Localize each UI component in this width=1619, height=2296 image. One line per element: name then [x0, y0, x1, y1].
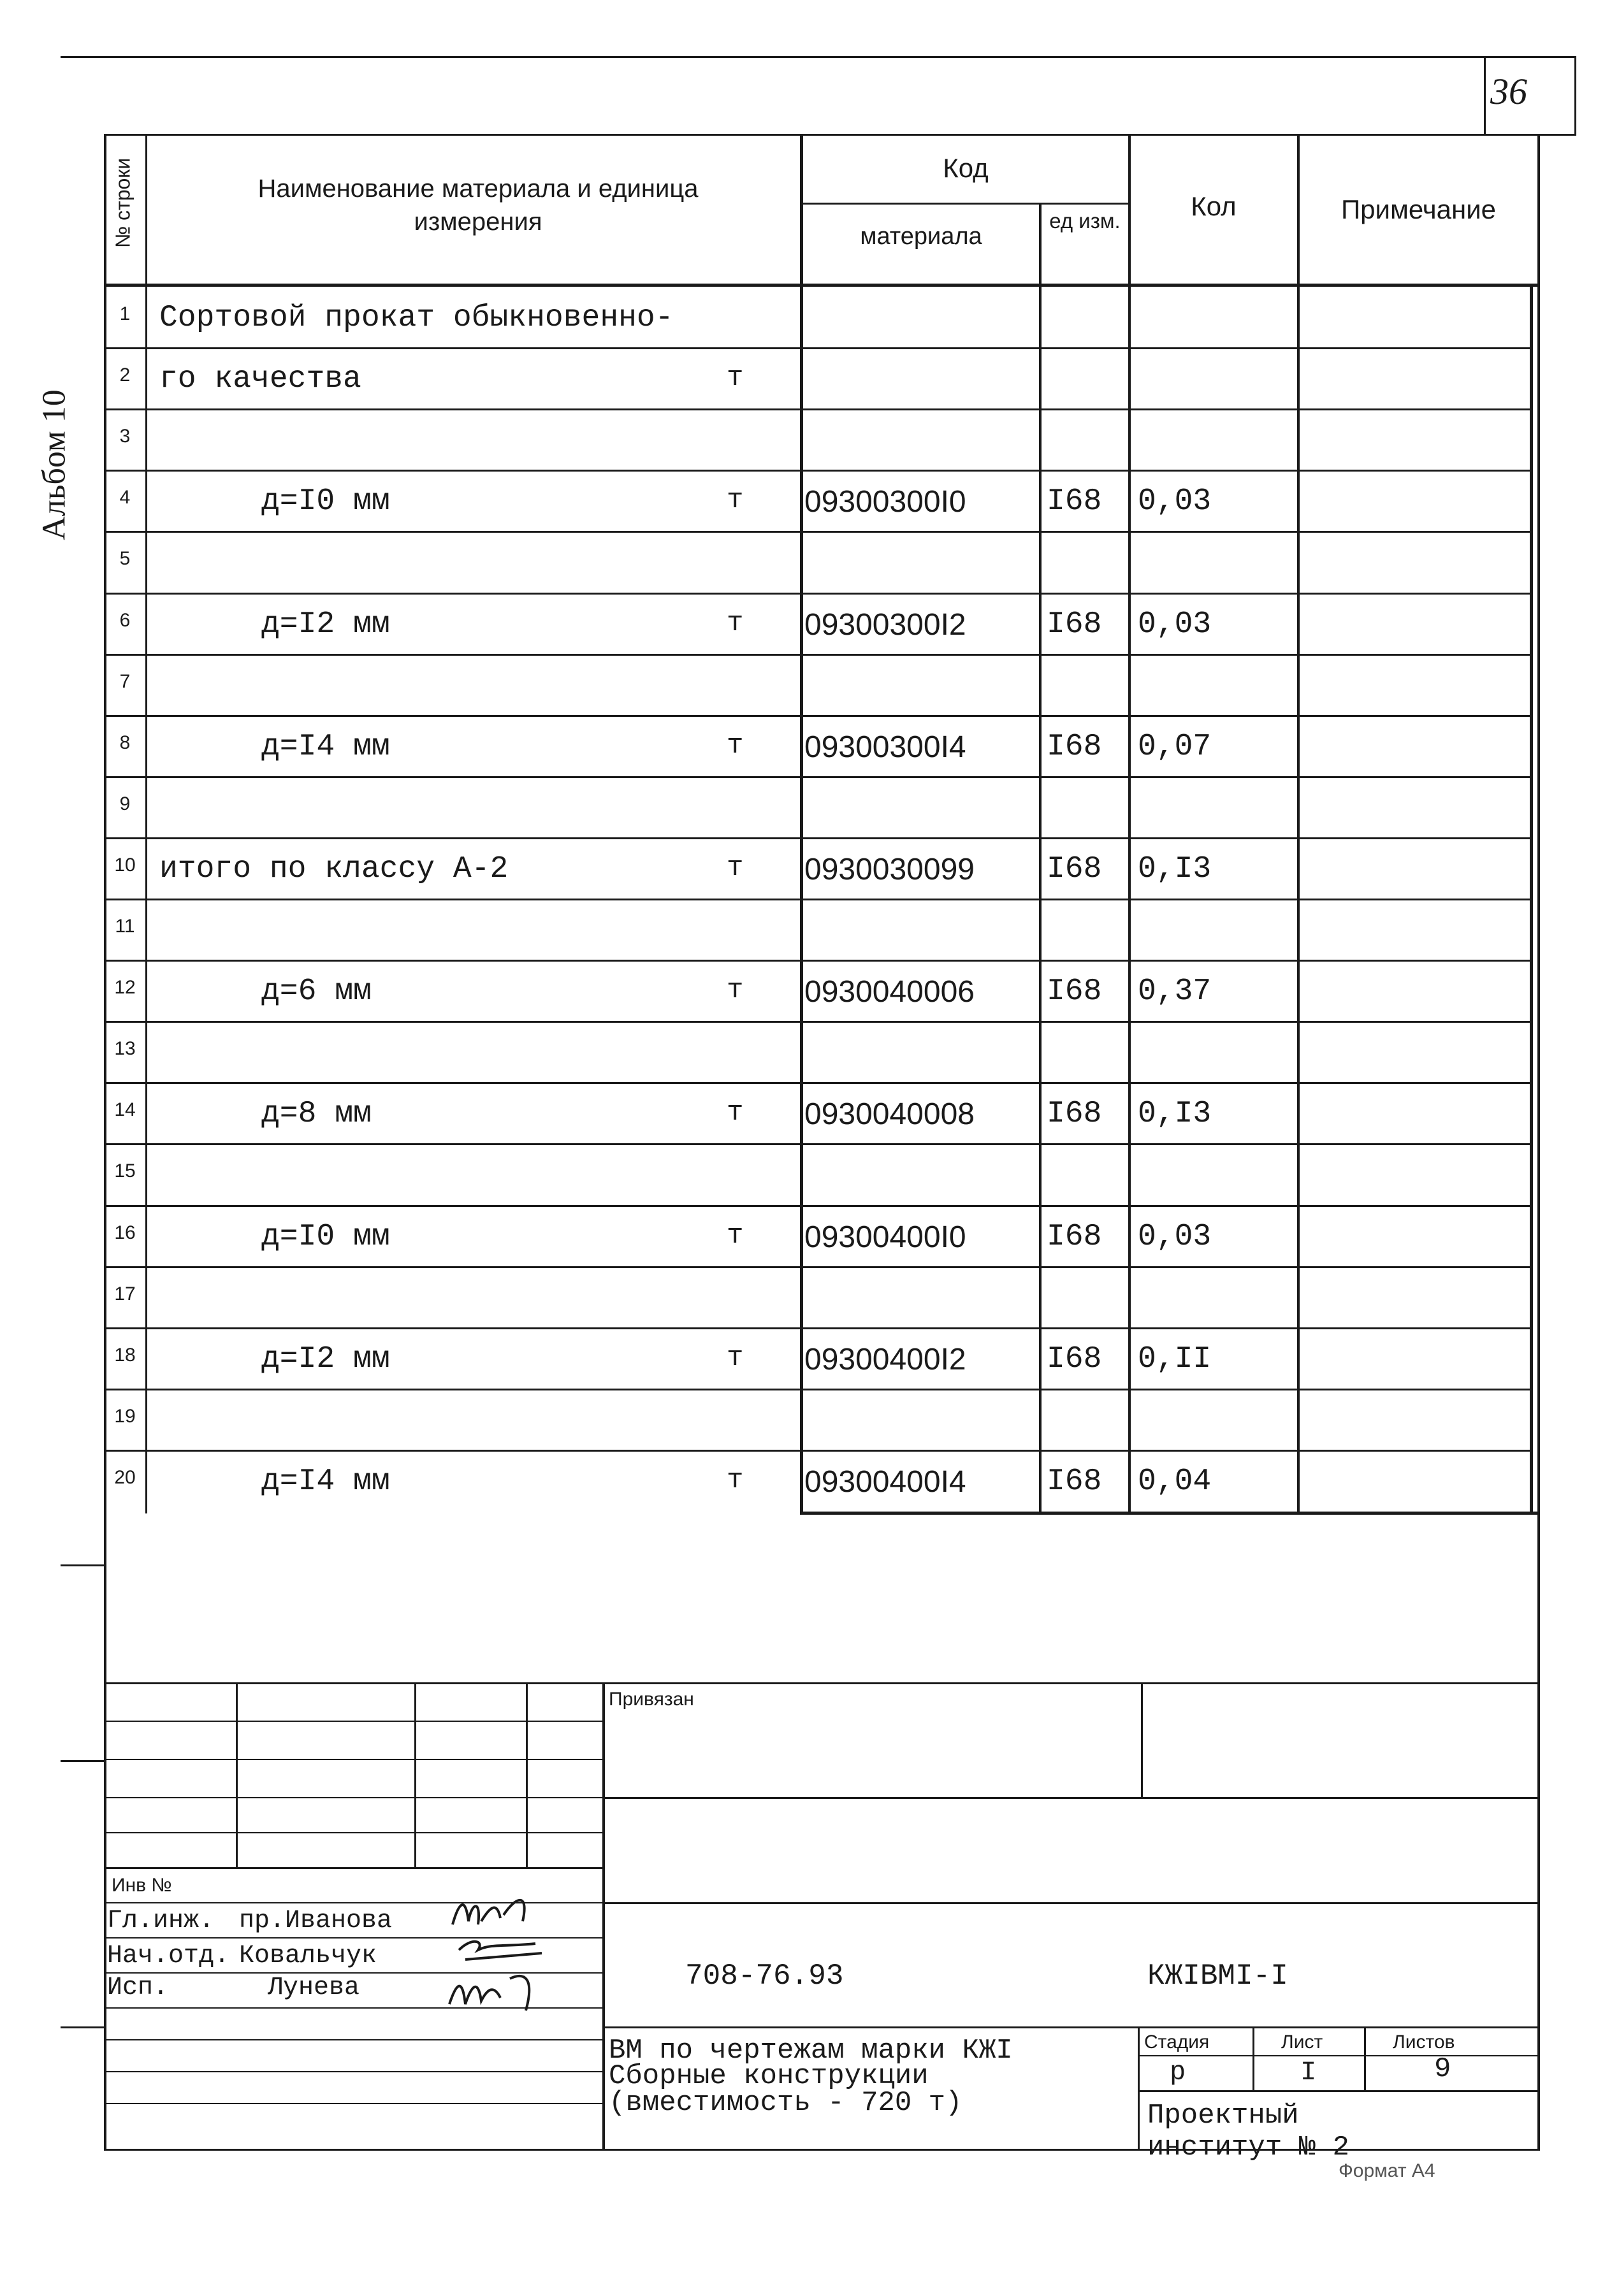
unit-letter: т	[727, 851, 744, 884]
drawing-code: КЖIВМI-I	[1147, 1960, 1288, 1993]
signature-executor	[440, 1966, 548, 2014]
material-code: 09300400I4	[804, 1464, 966, 1499]
unit-letter: т	[727, 1219, 744, 1252]
material-name: д=I4 мм	[261, 729, 390, 764]
row-number: 9	[119, 793, 131, 814]
title-line-1: ВМ по чертежам марки КЖI	[609, 2035, 1013, 2067]
row-number: 13	[114, 1038, 136, 1060]
material-name: д=I0 мм	[261, 484, 390, 519]
row-number: 6	[119, 609, 131, 631]
unit-letter: т	[727, 1464, 744, 1496]
quantity: 0,03	[1138, 484, 1212, 519]
unit-code: I68	[1047, 851, 1102, 886]
unit-code: I68	[1047, 974, 1102, 1009]
row-number: 16	[114, 1222, 136, 1243]
stage-label: Стадия	[1144, 2032, 1210, 2053]
name-chief-engineer: пр.Иванова	[239, 1907, 393, 1935]
row-number: 10	[114, 854, 136, 876]
quantity: 0,07	[1138, 729, 1212, 764]
stage-value: р	[1170, 2057, 1186, 2088]
row-number: 15	[114, 1160, 136, 1182]
material-code: 09300300I0	[804, 485, 966, 519]
row-number: 14	[114, 1099, 136, 1121]
unit-letter: т	[727, 484, 744, 517]
quantity: 0,I3	[1138, 851, 1212, 886]
material-code: 0930040008	[804, 1097, 975, 1132]
row-number: 7	[119, 670, 131, 692]
row-number: 1	[119, 303, 131, 325]
unit-letter: т	[727, 1341, 744, 1374]
signature-chief-engineer	[446, 1889, 548, 1934]
row-number: 18	[114, 1344, 136, 1366]
material-code: 09300400I2	[804, 1342, 966, 1376]
sheets-label: Листов	[1393, 2032, 1455, 2053]
row-number: 20	[114, 1466, 136, 1488]
title-line-2: Сборные конструкции	[609, 2060, 929, 2092]
row-number: 3	[119, 426, 131, 447]
quantity: 0,04	[1138, 1464, 1212, 1499]
unit-letter: т	[727, 362, 744, 394]
header-material: материала	[860, 223, 982, 250]
project-number: 708-76.93	[685, 1960, 844, 1993]
material-name: го качества	[159, 362, 361, 397]
material-name: д=6 мм	[261, 974, 372, 1009]
name-executor: Лунева	[268, 1974, 360, 2002]
header-note: Примечание	[1340, 194, 1497, 224]
sheet-value: I	[1300, 2057, 1317, 2088]
material-code: 0930030099	[804, 852, 975, 886]
material-name: итого по классу А-2	[159, 851, 509, 886]
sheets-value: 9	[1434, 2053, 1451, 2085]
row-number: 12	[114, 977, 136, 999]
material-name: Сортовой прокат обыкновенно-	[159, 301, 674, 336]
material-code: 09300300I4	[804, 730, 966, 764]
role-head-dept: Нач.отд.	[107, 1942, 230, 1970]
quantity: 0,II	[1138, 1341, 1212, 1376]
inv-number-label: Инв №	[112, 1875, 172, 1896]
org-line-1: Проектный	[1147, 2100, 1299, 2132]
signature-head-dept	[446, 1931, 548, 1969]
material-name: д=8 мм	[261, 1097, 372, 1132]
unit-code: I68	[1047, 1341, 1102, 1376]
material-name: д=I2 мм	[261, 1341, 390, 1376]
material-code: 09300400I0	[804, 1220, 966, 1254]
unit-code: I68	[1047, 1219, 1102, 1254]
quantity: 0,37	[1138, 974, 1212, 1009]
side-label: Альбом 10	[36, 389, 73, 540]
row-number: 5	[119, 548, 131, 570]
sheet-label: Лист	[1281, 2032, 1323, 2053]
unit-code: I68	[1047, 607, 1102, 642]
material-name: д=I0 мм	[261, 1219, 390, 1254]
quantity: 0,03	[1138, 1219, 1212, 1254]
material-code: 09300300I2	[804, 607, 966, 642]
unit-code: I68	[1047, 1097, 1102, 1132]
title-line-3: (вместимость - 720 т)	[609, 2087, 962, 2119]
row-number: 17	[114, 1283, 136, 1304]
unit-letter: т	[727, 607, 744, 639]
material-name: д=I2 мм	[261, 607, 390, 642]
row-number: 11	[115, 916, 135, 937]
role-executor: Исп.	[107, 1974, 169, 2002]
unit-code: I68	[1047, 729, 1102, 764]
page-number: 36	[1490, 71, 1527, 112]
material-name: д=I4 мм	[261, 1464, 390, 1499]
header-unit: ед изм.	[1049, 209, 1121, 233]
unit-letter: т	[727, 729, 744, 762]
row-number: 4	[119, 487, 131, 509]
name-head-dept: Ковальчук	[239, 1942, 377, 1970]
row-number: 2	[119, 365, 131, 386]
row-number: 8	[119, 732, 131, 753]
material-code: 0930040006	[804, 975, 975, 1009]
unit-letter: т	[727, 1097, 744, 1129]
quantity: 0,03	[1138, 607, 1212, 642]
row-number: 19	[114, 1405, 136, 1427]
privyazan-label: Привязан	[609, 1689, 694, 1710]
role-chief-engineer: Гл.инж.	[107, 1907, 215, 1935]
unit-code: I68	[1047, 1464, 1102, 1499]
quantity: 0,I3	[1138, 1097, 1212, 1132]
header-qty: Кол	[1191, 191, 1237, 221]
header-code: Код	[943, 153, 989, 183]
unit-code: I68	[1047, 484, 1102, 519]
format-label: Формат А4	[1339, 2160, 1435, 2181]
header-row-number: № строки	[111, 157, 134, 249]
org-line-2: институт № 2	[1147, 2132, 1349, 2163]
header-name: Наименование материала и единица измерения	[258, 175, 699, 236]
unit-letter: т	[727, 974, 744, 1007]
